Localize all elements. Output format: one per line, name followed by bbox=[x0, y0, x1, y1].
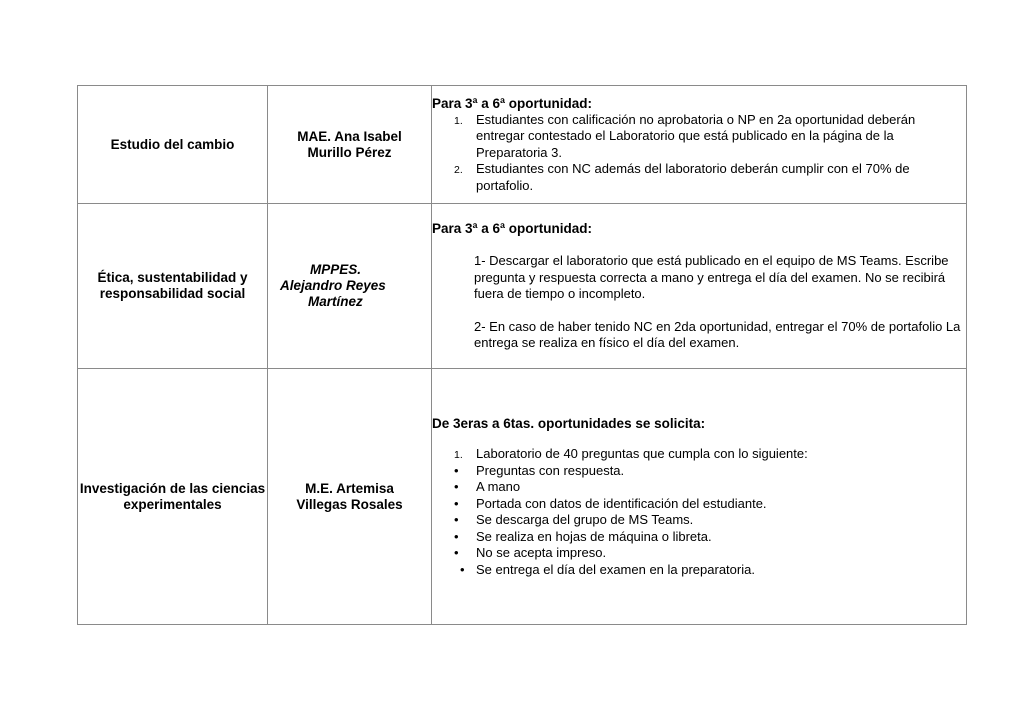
bullet-list bbox=[432, 463, 966, 579]
teacher-name-line: Alejandro Reyes bbox=[280, 278, 386, 293]
list-item-text: Estudiantes con NC además del laboratorio deberán cumplir con el 70% de portafolio. bbox=[476, 161, 910, 193]
bullet-icon: • bbox=[454, 462, 459, 478]
instruction-paragraph: 1- Descargar el laboratorio que está publicado en el equipo de MS Teams. Escribe pregunta y respuesta correcta a mano y entrega el día del examen. No se recibirá fuera de tiempo o incompleto. bbox=[474, 253, 949, 302]
instructions-title: Para 3ª a 6ª oportunidad: bbox=[432, 95, 593, 111]
list-item-text: Laboratorio de 40 preguntas que cumpla con lo siguiente: bbox=[476, 446, 808, 461]
teacher-name-line: Murillo Pérez bbox=[307, 144, 392, 160]
bullet-item bbox=[432, 496, 966, 513]
instructions-title: De 3eras a 6tas. oportunidades se solicita: bbox=[432, 416, 706, 431]
subject-cell bbox=[78, 369, 268, 625]
teacher-name-line: Villegas Rosales bbox=[296, 496, 403, 512]
bullet-icon: • bbox=[454, 528, 459, 544]
teacher-name-line: MPPES. bbox=[310, 262, 362, 277]
bullet-text: A mano bbox=[476, 479, 521, 494]
subject-cell bbox=[78, 204, 268, 369]
list-item bbox=[432, 446, 966, 463]
bullet-text: Portada con datos de identificación del estudiante. bbox=[476, 495, 767, 511]
schedule-table bbox=[77, 85, 967, 625]
bullet-icon: • bbox=[454, 479, 459, 494]
teacher-cell bbox=[268, 204, 432, 369]
bullet-item bbox=[432, 512, 966, 529]
instructions-cell bbox=[432, 369, 967, 625]
bullet-item bbox=[432, 562, 966, 579]
teacher-name-line: M.E. Artemisa bbox=[305, 480, 394, 496]
bullet-icon: • bbox=[454, 512, 459, 527]
teacher-cell bbox=[268, 369, 432, 625]
instructions-cell bbox=[432, 204, 967, 369]
list-number: 1. bbox=[454, 449, 463, 461]
subject-cell bbox=[78, 86, 268, 204]
list-item bbox=[432, 161, 966, 194]
bullet-text: Se realiza en hojas de máquina o libreta. bbox=[476, 528, 712, 544]
list-number: 2. bbox=[454, 164, 463, 177]
subject-name: Estudio del cambio bbox=[110, 136, 235, 152]
bullet-text: Se entrega el día del examen en la preparatoria. bbox=[476, 561, 755, 577]
bullet-item bbox=[432, 529, 966, 546]
bullet-item bbox=[432, 463, 966, 480]
table-row bbox=[78, 369, 967, 625]
bullet-icon: • bbox=[454, 495, 459, 511]
teacher-cell bbox=[268, 86, 432, 204]
bullet-text: No se acepta impreso. bbox=[476, 545, 607, 560]
subject-name: Ética, sustentabilidad y responsabilidad social bbox=[97, 270, 248, 301]
instructions-title: Para 3ª a 6ª oportunidad: bbox=[432, 221, 593, 237]
list-item-text: Estudiantes con calificación no aprobatoria o NP en 2a oportunidad deberán entregar contestado el Laboratorio que está publicado en la página de la Preparatoria 3. bbox=[476, 111, 916, 160]
bullet-item bbox=[432, 545, 966, 562]
teacher-name-line: Martínez bbox=[308, 294, 363, 309]
teacher-name-line: MAE. Ana Isabel bbox=[297, 128, 402, 144]
subject-name: Investigación de las ciencias experimentales bbox=[79, 480, 266, 512]
numbered-list bbox=[432, 112, 966, 195]
bullet-item bbox=[432, 479, 966, 496]
instruction-paragraph: 2- En caso de haber tenido NC en 2da oportunidad, entregar el 70% de portafolio La entrega se realiza en físico el día del examen. bbox=[474, 318, 961, 351]
table-row bbox=[78, 204, 967, 369]
bullet-icon: • bbox=[460, 561, 465, 577]
numbered-list bbox=[432, 446, 966, 463]
bullet-text: Se descarga del grupo de MS Teams. bbox=[476, 512, 694, 527]
table-row bbox=[78, 86, 967, 204]
bullet-text: Preguntas con respuesta. bbox=[476, 462, 625, 478]
list-item bbox=[432, 112, 966, 162]
instructions-cell bbox=[432, 86, 967, 204]
bullet-icon: • bbox=[454, 545, 459, 560]
list-number: 1. bbox=[454, 114, 463, 127]
